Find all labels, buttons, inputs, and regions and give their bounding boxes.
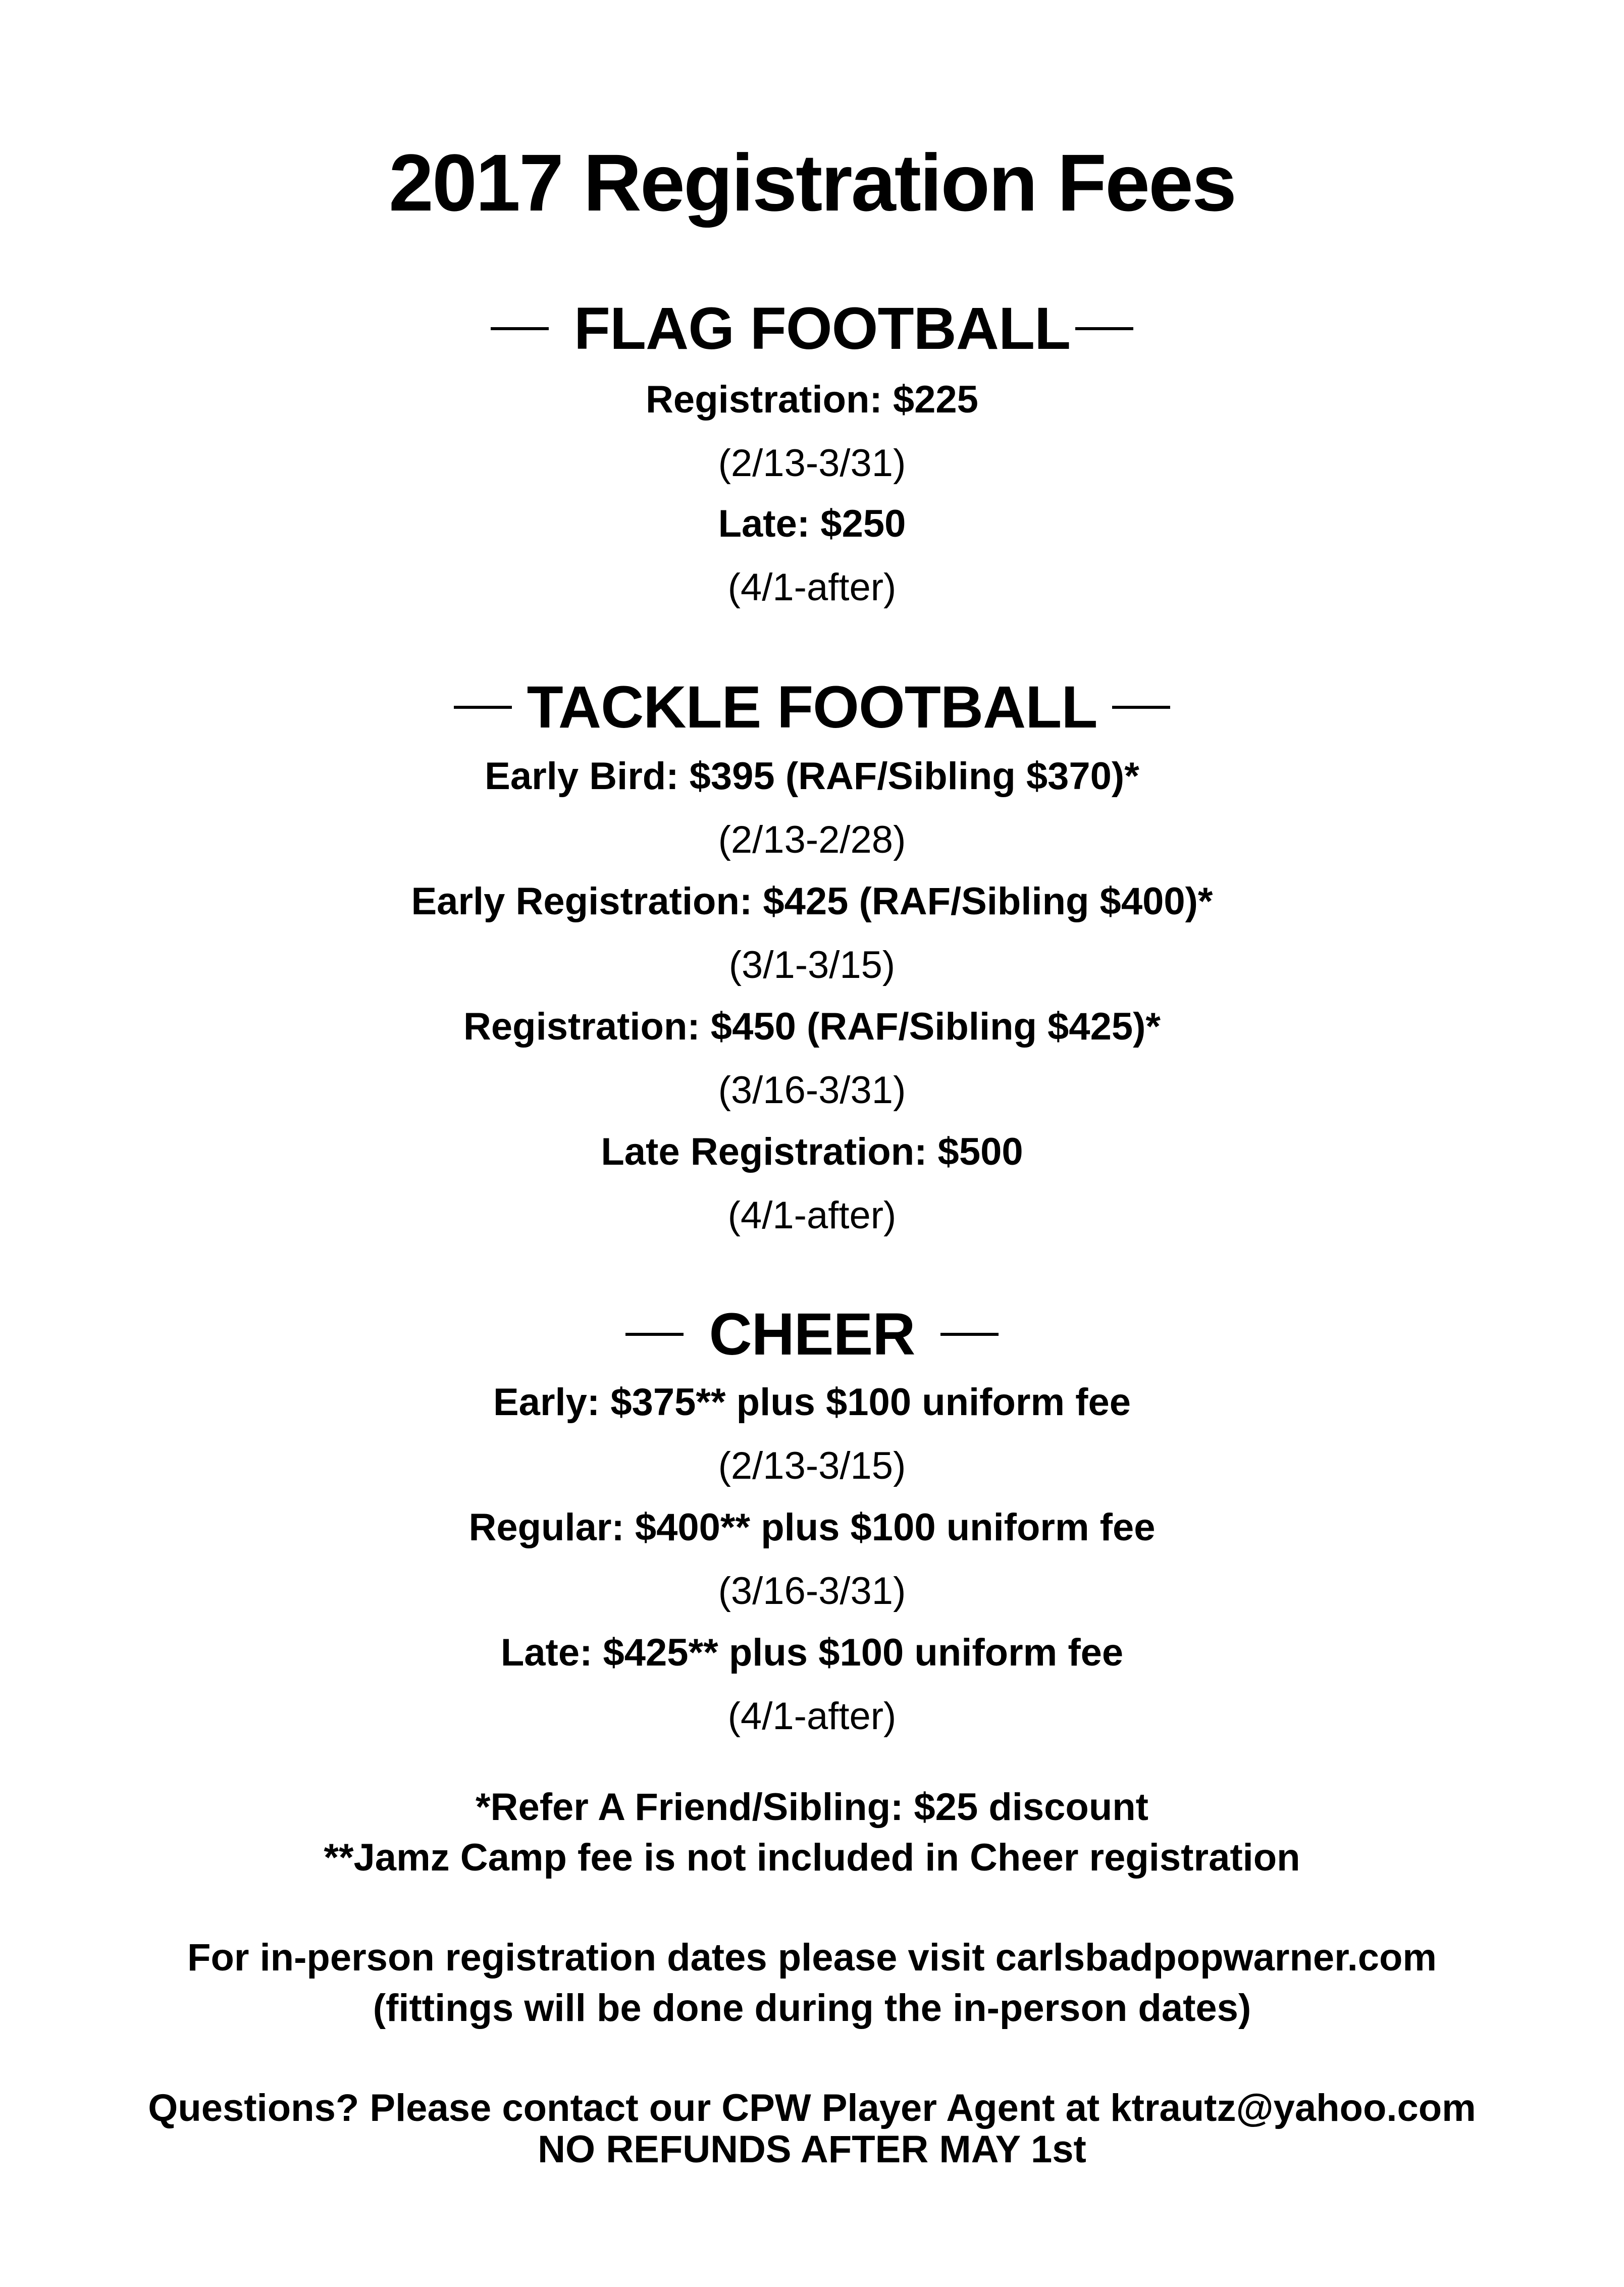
fittings-note: (fittings will be done during the in-person dates) (373, 1987, 1251, 2030)
section-heading-text: TACKLE FOOTBALL (527, 674, 1097, 741)
footnote-refer-a-friend: *Refer A Friend/Sibling: $25 discount (475, 1786, 1148, 1829)
flag-dates-late: (4/1-after) (727, 566, 897, 609)
tackle-dates-late-registration: (4/1-after) (727, 1194, 897, 1237)
flag-fee-registration: Registration: $225 (646, 378, 978, 421)
heading-dash-right (940, 1333, 999, 1336)
cheer-dates-early: (2/13-3/15) (718, 1444, 906, 1487)
section-heading-cheer (0, 1301, 1624, 1368)
tackle-fee-registration: Registration: $450 (RAF/Sibling $425)* (463, 1005, 1161, 1048)
section-heading-flag-football (0, 295, 1624, 362)
cheer-dates-late: (4/1-after) (727, 1695, 897, 1738)
cheer-fee-early: Early: $375** plus $100 uniform fee (493, 1381, 1131, 1424)
tackle-fee-early-registration: Early Registration: $425 (RAF/Sibling $400)* (411, 880, 1213, 923)
cheer-fee-regular: Regular: $400** plus $100 uniform fee (468, 1506, 1156, 1549)
no-refunds-note: NO REFUNDS AFTER MAY 1st (538, 2128, 1086, 2171)
footnote-jamz-camp: **Jamz Camp fee is not included in Cheer registration (324, 1836, 1300, 1879)
flag-dates-registration: (2/13-3/31) (718, 442, 906, 485)
section-heading-tackle-football (0, 674, 1624, 741)
heading-dash-left (454, 706, 512, 709)
flag-fee-late: Late: $250 (718, 502, 906, 545)
tackle-dates-registration: (3/16-3/31) (718, 1069, 906, 1112)
cheer-dates-regular: (3/16-3/31) (718, 1570, 906, 1613)
page-title: 2017 Registration Fees (389, 137, 1235, 228)
tackle-fee-late-registration: Late Registration: $500 (601, 1130, 1023, 1173)
tackle-dates-early-registration: (3/1-3/15) (728, 944, 896, 986)
tackle-fee-early-bird: Early Bird: $395 (RAF/Sibling $370)* (485, 755, 1139, 798)
cheer-fee-late: Late: $425** plus $100 uniform fee (500, 1631, 1124, 1674)
heading-dash-left (491, 327, 549, 330)
heading-dash-left (625, 1333, 684, 1336)
section-heading-text: FLAG FOOTBALL (573, 295, 1071, 362)
contact-note: Questions? Please contact our CPW Player Agent at ktrautz@yahoo.com (148, 2087, 1476, 2129)
tackle-dates-early-bird: (2/13-2/28) (718, 818, 906, 861)
section-heading-text: CHEER (709, 1301, 915, 1368)
heading-dash-right (1112, 706, 1170, 709)
in-person-registration-note: For in-person registration dates please visit carlsbadpopwarner.com (187, 1936, 1437, 1979)
heading-dash-right (1075, 327, 1133, 330)
